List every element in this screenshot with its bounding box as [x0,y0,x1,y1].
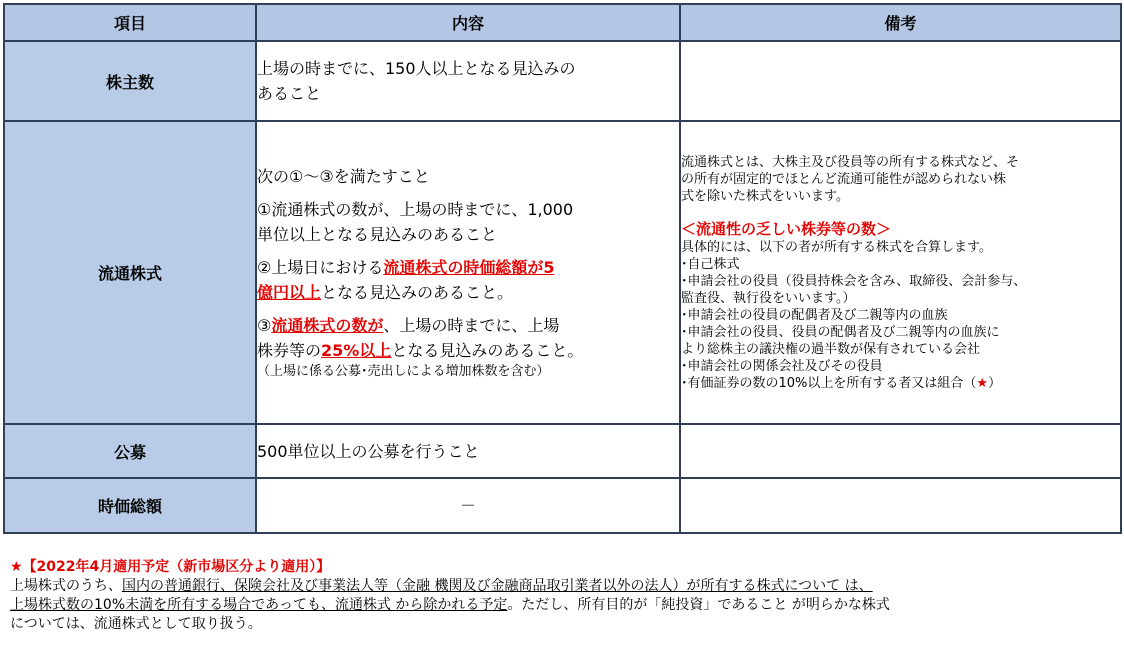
remarks-shareholders [680,41,1121,121]
content-market-cap: － [256,478,680,533]
remarks-bullet-4b: より総株主の議決権の過半数が保有されている会社 [681,341,981,357]
condition-2-highlight-2: 億円以上 [257,283,322,302]
remarks-bullet-4a: ･申請会社の役員、役員の配偶者及び二親等内の血族に [681,324,1000,340]
footnote-line3: については、流通株式として取り扱う。 [10,616,262,632]
shareholders-line2: あること [257,84,322,103]
remarks-bullet-5: ･申請会社の関係会社及びその役員 [681,358,883,374]
label-tradable-shares: 流通株式 [4,121,256,424]
condition-1-line2: 単位以上となる見込みのあること [257,225,498,244]
remarks-public-offering [680,424,1121,478]
label-shareholders: 株主数 [4,41,256,121]
shareholders-line1: 上場の時までに、150人以上となる見込みの [257,59,576,78]
remarks-heading: ＜流通性の乏しい株券等の数＞ [681,219,892,238]
label-market-cap: 時価総額 [4,478,256,533]
remarks-bullet-1: ･自己株式 [681,256,740,272]
header-item: 項目 [4,4,256,41]
condition-3-note: （上場に係る公募･売出しによる増加株数を含む） [257,364,550,379]
footnote-line1: 上場株式のうち、国内の普通銀行、保険会社及び事業法人等（金融 機関及び金融商品取引業者以外の法人）が所有する株式について は、 [10,578,873,594]
row-shareholders [4,41,1121,121]
remarks-bullet-2b: 監査役、執行役をいいます。） [681,290,856,306]
footnote [10,558,1114,634]
header-row [4,4,1121,41]
listing-criteria-table [3,3,1122,534]
row-market-cap [4,478,1121,533]
content-tradable-shares [256,121,680,424]
remarks-bullet-6: ･有価証券の数の10%以上を所有する者又は組合（★） [681,375,1002,391]
remarks-def-line2: の所有が固定的でほとんど流通可能性が認められない株 [681,171,1007,187]
header-content: 内容 [256,4,680,41]
content-shareholders [256,41,680,121]
condition-3-line2: 株券等の25%以上となる見込みのあること。 [257,341,584,360]
remarks-bullet-3: ･申請会社の役員の配偶者及び二親等内の血族 [681,307,948,323]
remarks-def-line3: 式を除いた株式をいいます。 [681,188,849,204]
header-remarks: 備考 [680,4,1121,41]
remarks-intro: 具体的には、以下の者が所有する株式を合算します。 [681,239,992,255]
label-public-offering: 公募 [4,424,256,478]
star-icon: ★ [976,375,989,391]
condition-1-line1: ①流通株式の数が、上場の時までに、1,000 [257,200,574,219]
content-public-offering: 500単位以上の公募を行うこと [256,424,680,478]
remarks-def-line1: 流通株式とは、大株主及び役員等の所有する株式など、そ [681,154,1020,170]
condition-2-line1: ②上場日における流通株式の時価総額が5 [257,258,555,277]
condition-3-highlight: 流通株式の数が [271,316,384,335]
footnote-line2: 上場株式数の10%未満を所有する場合であっても、流通株式 から除かれる予定。ただし、所有目的が「純投資」であること が明らかな株式 [10,597,890,613]
remarks-bullet-2a: ･申請会社の役員（役員持株会を含み、取締役、会計参与、 [681,273,1027,289]
row-public-offering [4,424,1121,478]
condition-3-line1: ③流通株式の数が、上場の時までに、上場 [257,316,560,335]
footnote-underlined-1: 国内の普通銀行、保険会社及び事業法人等（金融 機関及び金融商品取引業者以外の法人）が所有する株式について は、 [122,578,873,594]
row-tradable-shares [4,121,1121,424]
footnote-underlined-2: 上場株式数の10%未満を所有する場合であっても、流通株式 から除かれる予定 [10,597,508,613]
remarks-tradable-shares [680,121,1121,424]
tradable-intro: 次の①～③を満たすこと [257,167,430,186]
remarks-market-cap [680,478,1121,533]
condition-2-line2: 億円以上となる見込みのあること。 [257,283,514,302]
condition-2-highlight: 流通株式の時価総額が5 [383,258,555,277]
footnote-title: ★【2022年4月適用予定（新市場区分より適用）】 [10,559,331,575]
condition-3-percent: 25%以上 [321,341,392,360]
